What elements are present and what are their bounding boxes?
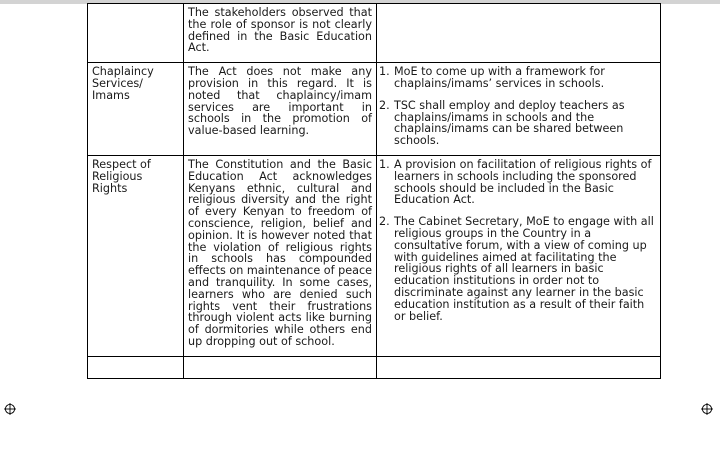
registration-mark-icon [701, 403, 713, 415]
observation-cell [184, 356, 377, 378]
table-row [88, 155, 661, 356]
registration-mark-icon [4, 403, 16, 415]
list-item [381, 100, 656, 147]
list-item [381, 66, 656, 90]
list-text: TSC shall employ and deploy teachers as chaplains/imams in schools and the chaplains/imams can be shared between schools. [394, 98, 625, 148]
list-text: The Cabinet Secretary, MoE to engage with all religious groups in the Country in a consultative forum, with a view of coming up with guidelines aimed at facilitating the religious rights of all learners in basic education institutions in order not to discriminate against any learner in the basic education institution as a result of their faith or belief. [394, 215, 654, 323]
recommendation-cell [377, 155, 661, 356]
table-row [88, 4, 661, 63]
recommendation-list [381, 159, 656, 322]
observation-cell: The Act does not make any provision in this regard. It is noted that chaplaincy/imam services are important in schools in the promotion of value-based learning. [184, 63, 377, 156]
recommendation-cell [377, 356, 661, 378]
list-text: MoE to come up with a framework for chaplains/imams’ services in schools. [394, 65, 605, 90]
issue-cell [88, 4, 184, 63]
list-number: 2. [379, 215, 390, 229]
list-number: 1. [379, 157, 390, 171]
table-row [88, 63, 661, 156]
recommendation-list [381, 66, 656, 147]
issue-cell: Chaplaincy Services/ Imams [88, 63, 184, 156]
issue-cell [88, 356, 184, 378]
issue-cell: Respect of Religious Rights [88, 155, 184, 356]
list-text: A provision on facilitation of religious rights of learners in schools including the sponsored schools should be included in the Basic Education Act. [394, 157, 652, 207]
observation-cell: The Constitution and the Basic Education Act acknowledges Kenyans ethnic, cultural and religious diversity and the right of every Kenyan to freedom of conscience, religion, belief and opinion. It is however noted that the violation of religious rights in schools has compounded effects on maintenance of peace and tranquility. In some cases, learners who are denied such rights vent their frustrations through violent acts like burning of dormitories while others end up dropping out of school. [184, 155, 377, 356]
observation-cell: The stakeholders observed that the role of sponsor is not clearly defined in the Basic Education Act. [184, 4, 377, 63]
recommendation-cell [377, 4, 661, 63]
list-item [381, 159, 656, 206]
recommendations-table [87, 3, 661, 379]
table-row-cutoff [88, 356, 661, 378]
recommendation-cell [377, 63, 661, 156]
list-item [381, 216, 656, 322]
list-number: 2. [379, 98, 390, 112]
list-number: 1. [379, 65, 390, 79]
